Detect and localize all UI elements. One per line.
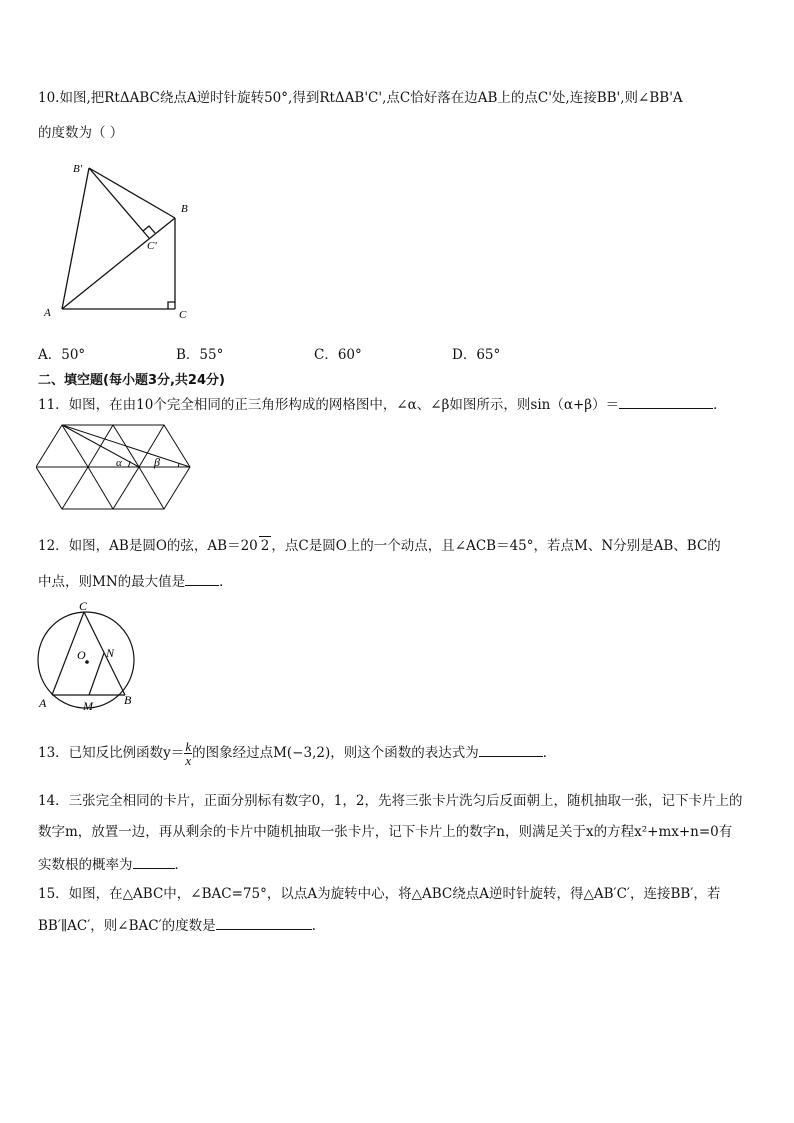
q14-text-line2: 数字m，放置一边，再从剩余的卡片中随机抽取一张卡片，记下卡片上的数字n，则满足关于x的方程x²+mx+n=0有 [38, 824, 733, 840]
label-O: O [77, 648, 86, 662]
q14-text-line1: 14．三张完全相同的卡片，正面分别标有数字0，1，2，先将三张卡片洗匀后反面朝上，随机抽取一张，记下卡片上的 [38, 793, 743, 809]
q10-text-line1: 10.如图,把RtΔABC绕点A逆时针旋转50°,得到RtΔAB'C',点C恰好落在边AB上的点C'处,连接BB',则∠BB'A [38, 90, 683, 106]
q15-text-line2-end: . [311, 918, 316, 934]
label-Cprime: C' [147, 240, 157, 252]
q12-text-line2 [38, 572, 233, 591]
q13-text-part2: 的图象经过点M(−3,2)，则这个函数的表达式为 [192, 745, 479, 761]
beta-ray [62, 425, 190, 467]
q13-text-end: ． [542, 745, 557, 761]
q14-text-line3-end: ． [174, 857, 188, 873]
q12-circle-figure [34, 596, 146, 714]
q10-option-a: A．50° [38, 347, 86, 363]
label-alpha: α [116, 457, 122, 469]
segment-MN [89, 653, 104, 695]
q11-answer-blank[interactable] [619, 395, 713, 409]
q14-text-line3 [38, 855, 188, 874]
label-B: B [124, 693, 132, 707]
q11-text-main: 11．如图，在由10个完全相同的正三角形构成的网格图中，∠α、∠β如图所示，则sin（α+β）＝ [38, 397, 620, 413]
segment-BprimeB [89, 168, 175, 218]
right-angle-C [168, 302, 175, 309]
q13-text-part1: 13．已知反比例函数y＝ [38, 745, 185, 761]
q14-text-line3-main: 实数根的概率为 [38, 857, 133, 873]
label-M: M [83, 699, 93, 713]
label-A: A [44, 307, 51, 319]
label-beta: β [154, 455, 160, 469]
label-A: A [39, 696, 47, 710]
q11-text [38, 395, 727, 414]
q14-answer-blank[interactable] [133, 855, 175, 869]
q13-fraction-numerator: k [185, 739, 192, 754]
q10-option-c: C．60° [314, 347, 362, 363]
q10-option-d: D．65° [452, 347, 501, 363]
q10-figure [40, 160, 200, 325]
q10-text-line2: 的度数为（ ） [38, 125, 124, 141]
q15-text-line2 [38, 916, 316, 935]
label-Bprime: B' [73, 163, 83, 175]
q12-text-part2: ，点C是圆O上的一个动点，且∠ACB＝45°，若点M、N分别是AB、BC的 [271, 538, 721, 554]
q12-answer-blank[interactable] [185, 572, 219, 586]
q13-text [38, 737, 556, 769]
q12-text-part1: 12．如图，AB是圆O的弦，AB＝20 [38, 538, 258, 554]
label-N: N [106, 646, 115, 660]
segment-ABprime [62, 168, 89, 309]
label-C: C [79, 599, 88, 613]
label-C: C [179, 309, 187, 321]
q15-answer-blank[interactable] [216, 916, 312, 930]
q11-text-end: ． [713, 397, 727, 413]
q12-text-line2-main: 中点，则MN的最大值是 [38, 574, 186, 590]
q15-text-line1: 15．如图，在△ABC中，∠BAC=75°，以点A为旋转中心，将△ABC绕点A逆时针旋转，得△AB′C′，连接BB′，若 [38, 886, 721, 902]
right-angle-Cprime [143, 226, 155, 233]
q12-text-line2-end: ． [219, 574, 233, 590]
section-title-fill-in: 二、填空题(每小题3分,共24分) [38, 373, 225, 388]
q13-fraction [184, 740, 192, 767]
q11-triangle-grid-figure [36, 422, 194, 512]
segment-BprimeCprime [89, 168, 149, 238]
q12-text-line1 [38, 536, 721, 555]
q13-fraction-denominator: x [185, 753, 192, 768]
q15-text-line2-main: BB′∥AC′，则∠BAC′的度数是 [38, 918, 216, 934]
center-dot-O [85, 660, 89, 664]
q10-option-b: B．55° [176, 347, 224, 363]
q13-answer-blank[interactable] [479, 743, 543, 757]
q12-sqrt-value: 2 [260, 538, 270, 554]
label-B: B [181, 203, 188, 215]
segment-AB [62, 218, 175, 309]
